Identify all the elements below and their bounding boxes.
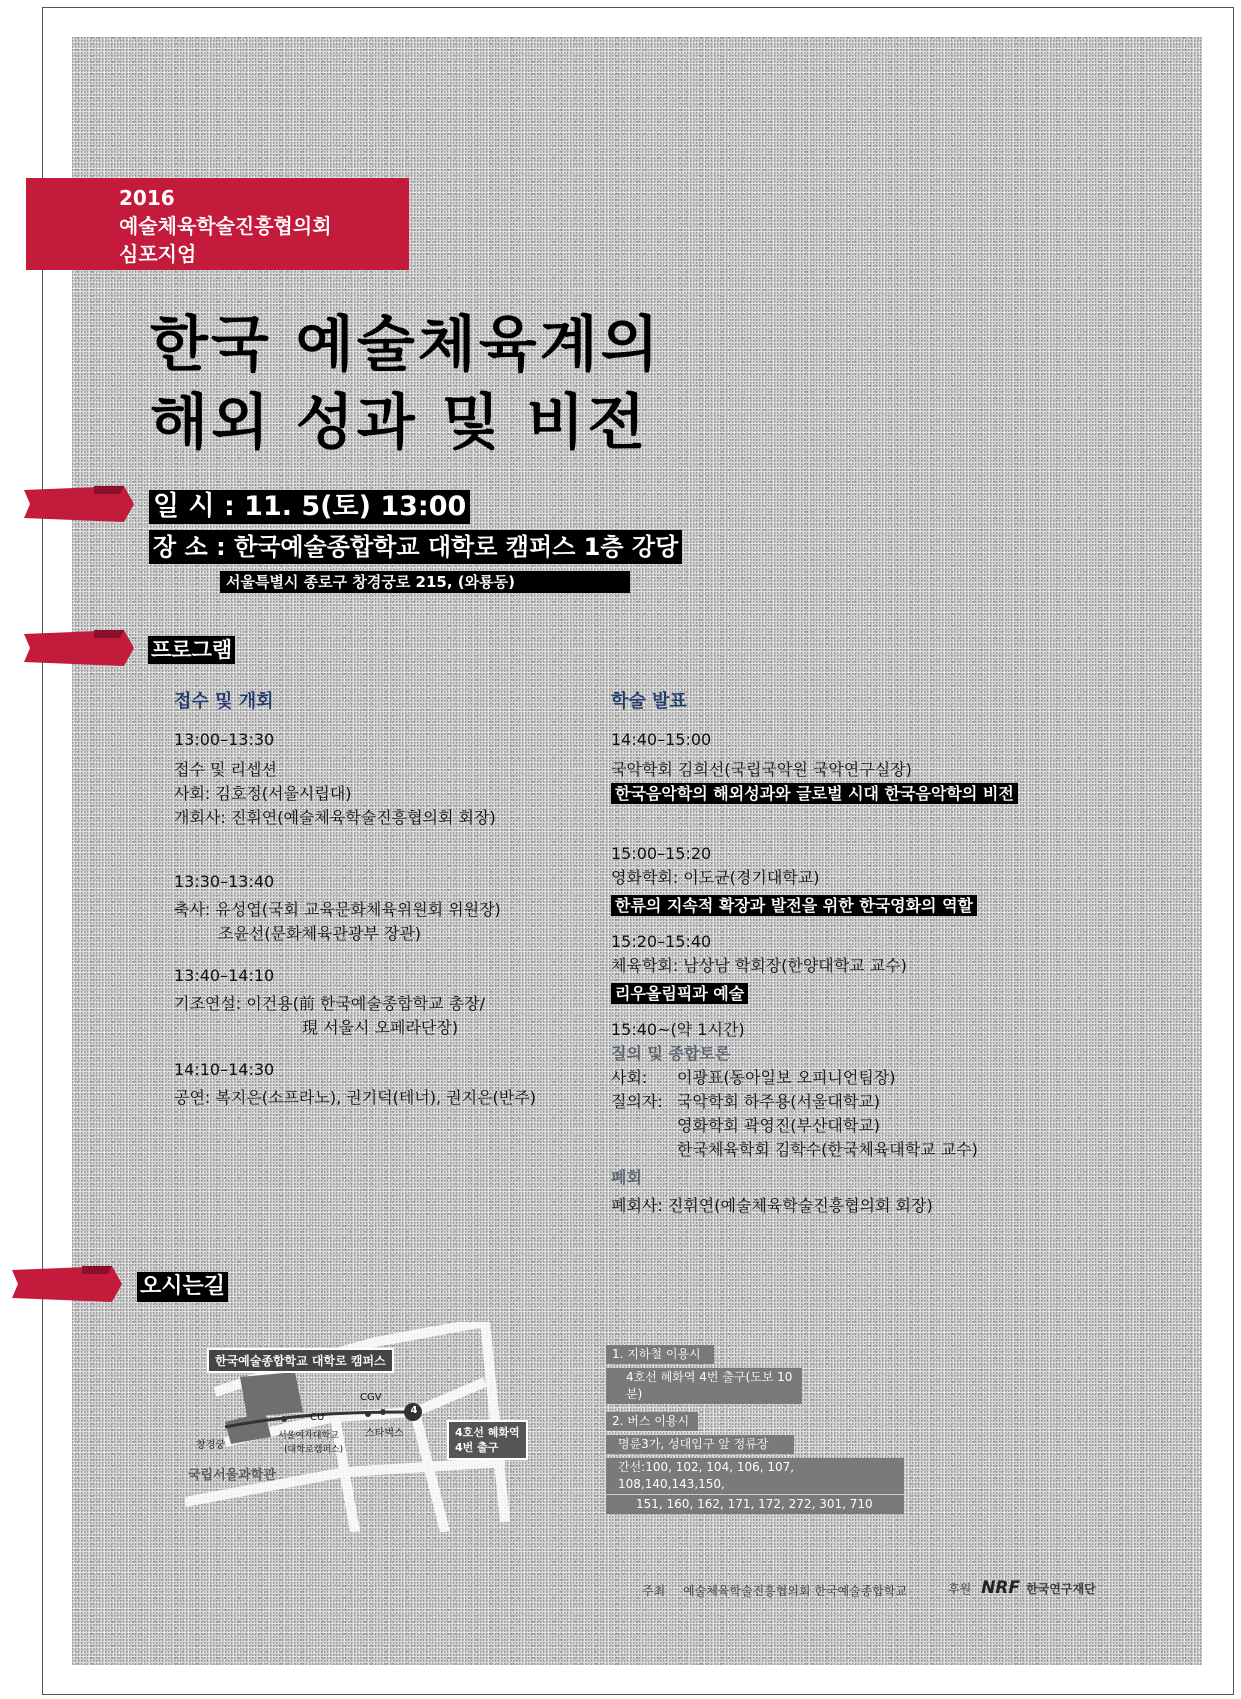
subway-detail: 4호선 혜화역 4번 출구(도보 10분): [606, 1368, 802, 1404]
left-section-title: 접수 및 개회: [174, 691, 274, 712]
program-right: [611, 690, 1131, 1218]
host-value: 이광표(동아일보 오피니언팀장): [677, 1068, 896, 1087]
right-block-2: [611, 842, 1131, 918]
time: 15:20–15:40: [611, 932, 712, 951]
map-museum: 국립서울과학관: [188, 1468, 276, 1483]
footer-host: [642, 1582, 907, 1599]
bus-stop: 명륜3가, 성대입구 앞 정류장: [606, 1435, 794, 1454]
time: 13:40–14:10: [174, 966, 275, 985]
footer-sponsor: [948, 1578, 1096, 1598]
left-block-2: [174, 870, 594, 946]
time: 14:10–14:30: [174, 1060, 275, 1079]
topic-highlight: 한류의 지속적 확장과 발전을 위한 한국영화의 역할: [611, 895, 977, 916]
line: 조윤선(문화체육관광부 장관): [218, 924, 422, 943]
title-line-2: 해외 성과 및 비전: [150, 388, 649, 458]
header-year: 2016: [119, 186, 175, 210]
sponsor-name: 한국연구재단: [1026, 1581, 1096, 1596]
time: 14:40–15:00: [611, 730, 712, 749]
topic-highlight: 리우올림픽과 예술: [611, 983, 748, 1004]
time: 13:30–13:40: [174, 872, 275, 891]
qa-label: 질의자:: [611, 1092, 663, 1111]
line: 개회사: 진휘연(예술체육학술진흥협의회 회장): [174, 808, 496, 827]
bus-title: 2. 버스 이용시: [606, 1412, 698, 1431]
line: 접수 및 리셉션: [174, 760, 277, 779]
discussion-block: [611, 1018, 1131, 1218]
line: 기조연설: 이건용(前 한국예술종합학교 총장/: [174, 994, 486, 1013]
line: 사회: 김호정(서울시립대): [174, 784, 352, 803]
right-section-title: 학술 발표: [611, 691, 687, 712]
program-left: [174, 690, 594, 1110]
bus-lines-1: 간선:100, 102, 104, 106, 107, 108,140,143,150,: [606, 1458, 904, 1494]
time: 15:00–15:20: [611, 844, 712, 863]
host-label: 사회:: [611, 1068, 648, 1087]
map-starbucks: 스타벅스: [365, 1428, 404, 1439]
line: 現 서울시 오페라단장): [302, 1018, 459, 1037]
speaker: 국악학회 김희선(국립국악원 국악연구실장): [611, 760, 912, 779]
right-block-1: [611, 728, 1131, 806]
host-label: 주최: [642, 1584, 666, 1598]
map-cgv: CGV: [360, 1392, 382, 1403]
map-exit-1: 4호선 혜화역: [455, 1426, 520, 1439]
host-names: 예술체육학술진흥협의회 한국예술종합학교: [683, 1584, 908, 1598]
subway-line-icon: 4: [410, 1405, 418, 1416]
header-box: [26, 178, 409, 270]
map-campus-label: 한국예술종합학교 대학로 캠퍼스: [207, 1348, 394, 1373]
sponsor-label: 후원: [948, 1581, 972, 1596]
qa-person: 한국체육학회 김학수(한국체육대학교 교수): [677, 1140, 978, 1159]
qa-person: 국악학회 하주용(서울대학교): [677, 1092, 881, 1111]
right-block-3: [611, 930, 1131, 1006]
time: 15:40~(약 1시간): [611, 1020, 745, 1039]
header-org: 예술체육학술진흥협의회: [119, 214, 332, 238]
left-block-1: [174, 728, 594, 830]
map-cu: CU: [310, 1412, 325, 1423]
map-womens-2: (대학로캠퍼스): [284, 1445, 344, 1455]
event-place: 장 소 : 한국예술종합학교 대학로 캠퍼스 1층 강당: [149, 530, 682, 564]
event-date: 일 시 : 11. 5(토) 13:00: [149, 490, 470, 524]
map-changgyeong: 창경궁: [196, 1440, 225, 1451]
map-exit-box: [447, 1420, 528, 1460]
line: 축사: 유성엽(국회 교육문화체육위원회 위원장): [174, 900, 501, 919]
qa-person: 영화학회 곽영진(부산대학교): [677, 1116, 881, 1135]
header-event: 심포지엄: [119, 242, 197, 266]
topic-highlight: 한국음악학의 해외성과와 글로벌 시대 한국음악학의 비전: [611, 783, 1018, 804]
transport-info: [606, 1344, 906, 1514]
speaker: 체육학회: 남상남 학회장(한양대학교 교수): [611, 956, 907, 975]
closing-line: 폐회사: 진휘연(예술체육학술진흥협의회 회장): [611, 1196, 933, 1215]
directions-heading: 오시는길: [137, 1272, 228, 1302]
speaker: 영화학회: 이도균(경기대학교): [611, 868, 820, 887]
time: 13:00–13:30: [174, 730, 275, 749]
discussion-title: 질의 및 종합토론: [611, 1044, 731, 1063]
line: 공연: 복지은(소프라노), 권기덕(테너), 권지은(반주): [174, 1088, 536, 1107]
closing-title: 폐회: [611, 1168, 642, 1187]
host-row: [611, 1066, 1131, 1090]
subway-title: 1. 지하철 이용시: [606, 1345, 714, 1364]
bus-lines-2: 151, 160, 162, 171, 172, 272, 301, 710: [606, 1495, 904, 1514]
nrf-logo: NRF: [981, 1578, 1021, 1598]
left-block-4: [174, 1058, 594, 1110]
program-heading: 프로그램: [148, 636, 235, 664]
ribbon-icon: [24, 486, 134, 522]
main-title: [150, 306, 662, 462]
map-womens: 서울여자대학교: [278, 1431, 339, 1441]
map-exit-2: 4번 출구: [455, 1441, 499, 1454]
left-block-3: [174, 964, 594, 1040]
event-address: 서울특별시 종로구 창경궁로 215, (와룡동): [220, 571, 630, 593]
ribbon-icon: [12, 1266, 122, 1302]
qa-row: [611, 1090, 1131, 1162]
title-line-1: 한국 예술체육계의: [150, 310, 662, 380]
ribbon-icon: [24, 630, 134, 666]
